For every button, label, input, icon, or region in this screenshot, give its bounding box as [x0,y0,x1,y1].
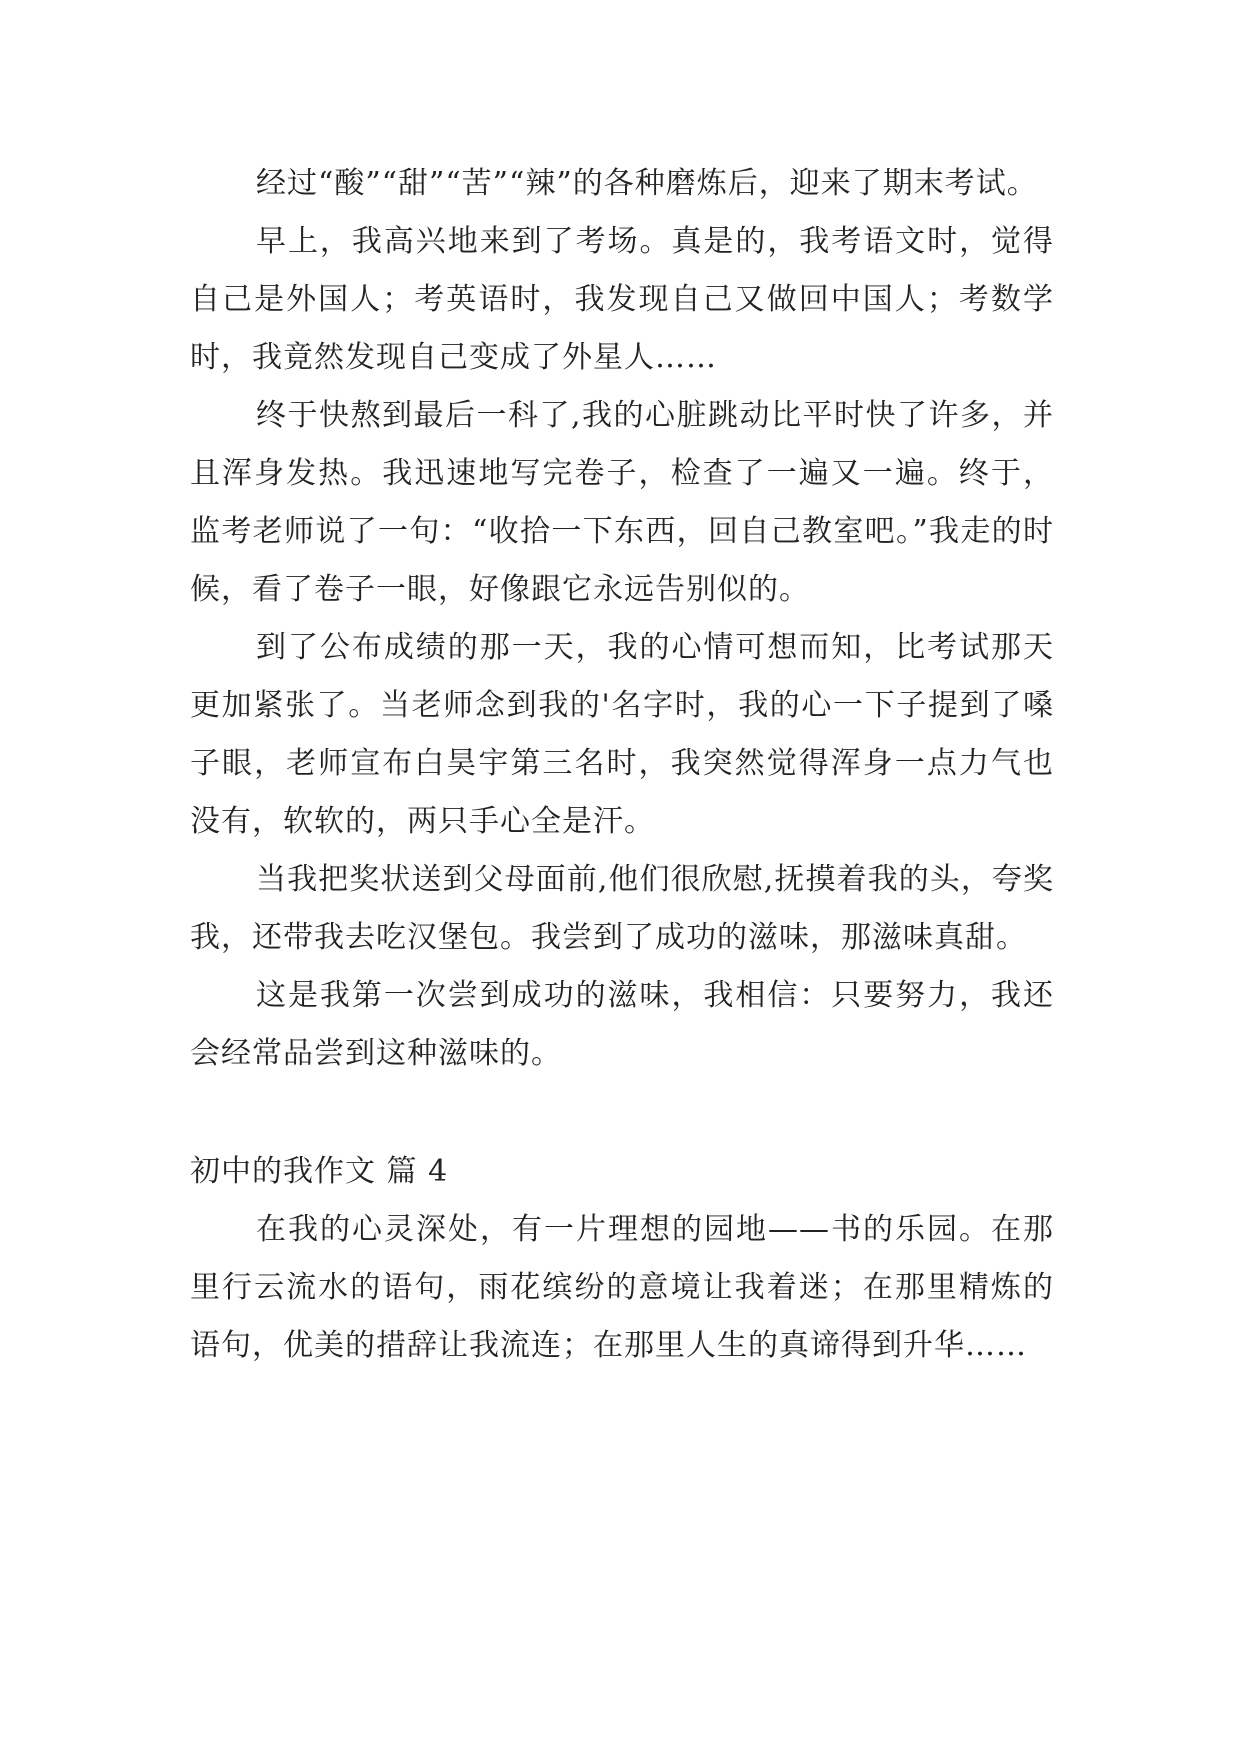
document-body [190,155,1054,1375]
paragraph-3: 终于快熬到最后一科了,我的心脏跳动比平时快了许多，并且浑身发热。我迅速地写完卷子，检查了一遍又一遍。终于，监考老师说了一句：“收拾一下东西，回自己教室吧。”我走的时候，看了卷子一眼，好像跟它永远告别似的。 [190,398,1054,607]
paragraph-1: 经过“酸”“甜”“苦”“辣”的各种磨炼后，迎来了期末考试。 [256,166,1038,201]
section-heading: 初中的我作文 篇 4 [190,1154,449,1189]
section-paragraph-1: 在我的心灵深处，有一片理想的园地——书的乐园。在那里行云流水的语句，雨花缤纷的意境让我着迷；在那里精炼的语句，优美的措辞让我流连；在那里人生的真谛得到升华…… [190,1212,1054,1363]
paragraph-4: 到了公布成绩的那一天，我的心情可想而知，比考试那天更加紧张了。当老师念到我的'名字时，我的心一下子提到了嗓子眼，老师宣布白昊宇第三名时，我突然觉得浑身一点力气也没有，软软的，两只手心全是汗。 [190,630,1054,839]
paragraph-2: 早上，我高兴地来到了考场。真是的，我考语文时，觉得自己是外国人；考英语时，我发现自己又做回中国人；考数学时，我竟然发现自己变成了外星人…… [190,224,1054,375]
paragraph-5: 当我把奖状送到父母面前,他们很欣慰,抚摸着我的头，夸奖我，还带我去吃汉堡包。我尝到了成功的滋味，那滋味真甜。 [190,862,1054,955]
paragraph-6: 这是我第一次尝到成功的滋味，我相信：只要努力，我还会经常品尝到这种滋味的。 [190,978,1054,1071]
